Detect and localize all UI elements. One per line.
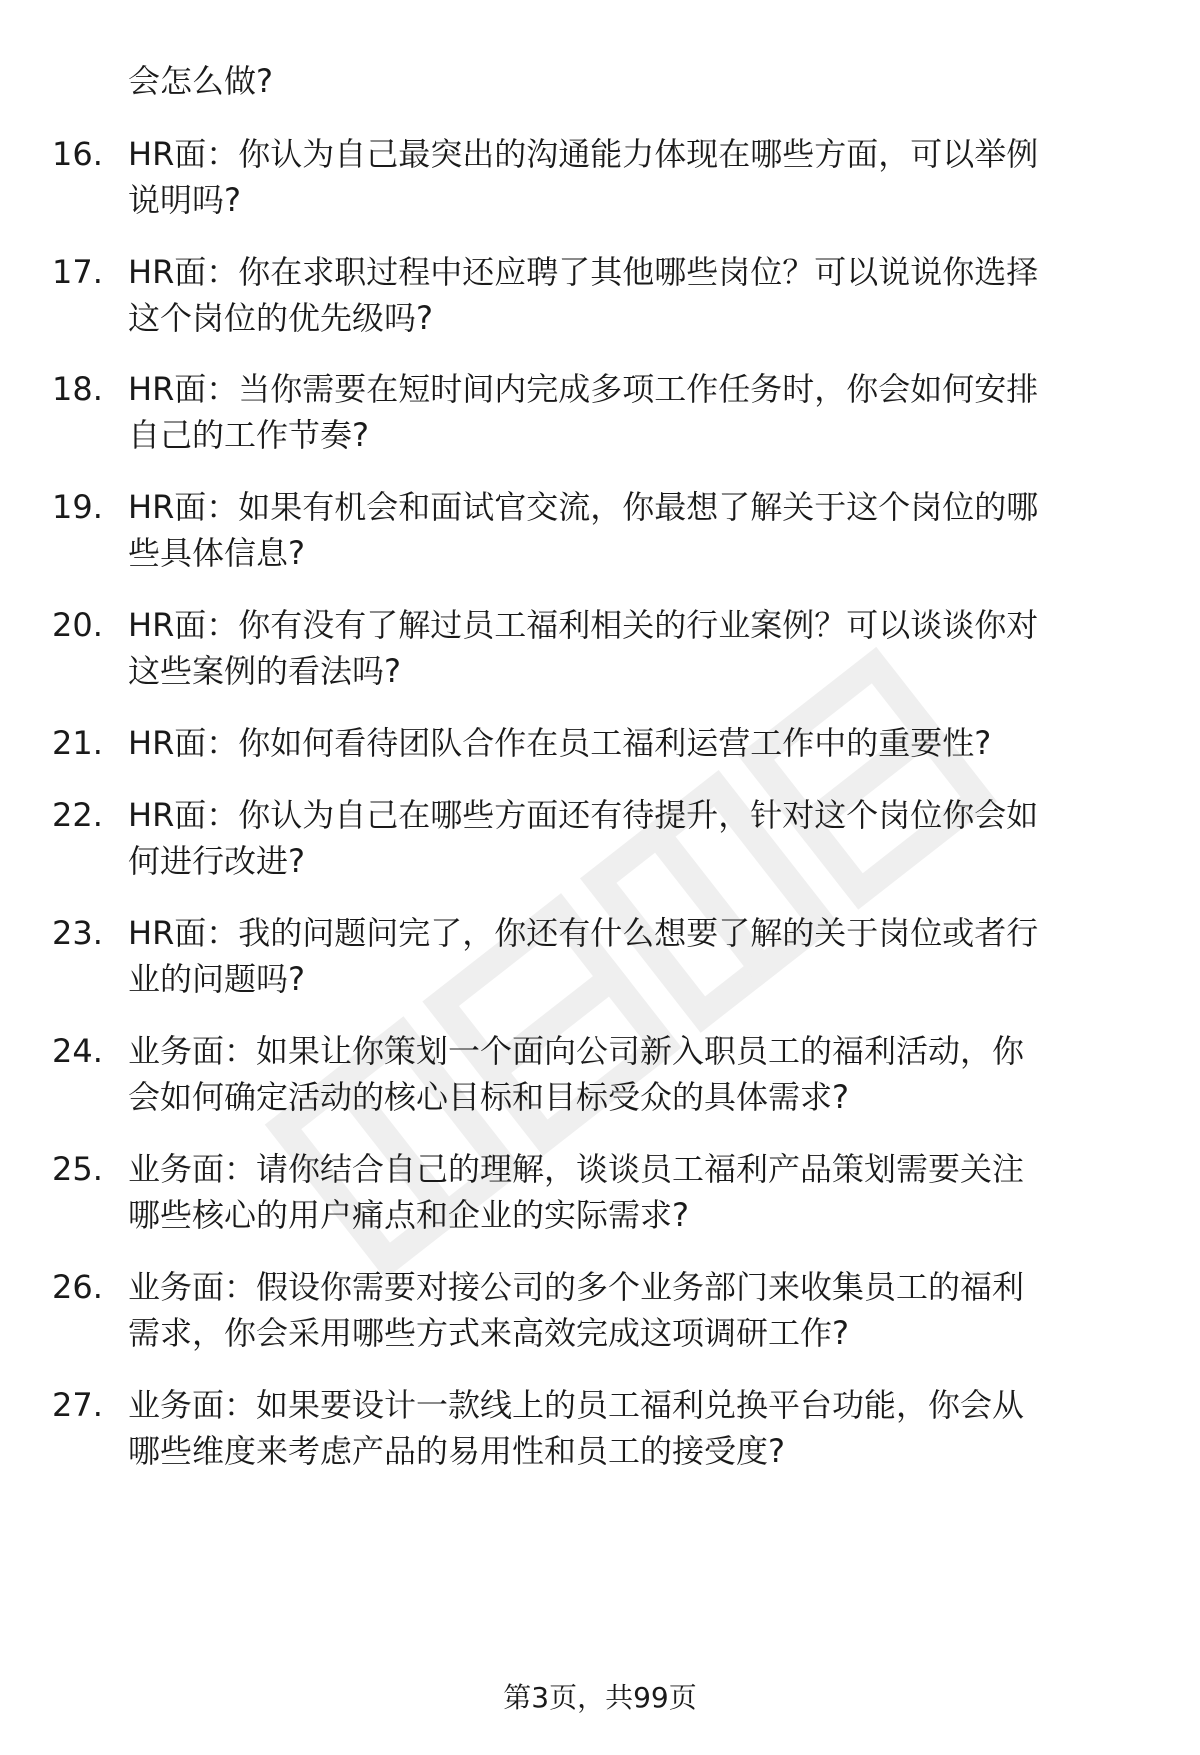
question-number: 23. (52, 914, 103, 952)
question-line: HR面：你有没有了解过员工福利相关的行业案例？可以谈谈你对 (128, 606, 1039, 644)
question-line: 业的问题吗? (128, 960, 305, 998)
question-number: 26. (52, 1268, 103, 1306)
question-number: 22. (52, 796, 103, 834)
question-text (128, 1264, 1158, 1356)
question-line: 说明吗? (128, 181, 241, 219)
page-number-footer: 第3页，共99页 (503, 1681, 697, 1714)
question-line: 需求，你会采用哪些方式来高效完成这项调研工作? (128, 1314, 849, 1352)
question-text (128, 131, 1158, 223)
question-text (128, 484, 1158, 576)
question-number: 21. (52, 724, 103, 762)
question-line: HR面：当你需要在短时间内完成多项工作任务时，你会如何安排 (128, 370, 1039, 408)
continuation-text: 会怎么做? (128, 62, 273, 100)
question-line: 自己的工作节奏? (128, 416, 369, 454)
question-line: 业务面：如果让你策划一个面向公司新入职员工的福利活动，你 (128, 1032, 1025, 1070)
question-line: 业务面：请你结合自己的理解，谈谈员工福利产品策划需要关注 (128, 1150, 1025, 1188)
question-line: HR面：如果有机会和面试官交流，你最想了解关于这个岗位的哪 (128, 488, 1039, 526)
question-line: 业务面：假设你需要对接公司的多个业务部门来收集员工的福利 (128, 1268, 1025, 1306)
question-number: 16. (52, 135, 103, 173)
question-number: 19. (52, 488, 103, 526)
question-line: HR面：你认为自己最突出的沟通能力体现在哪些方面，可以举例 (128, 135, 1039, 173)
question-number: 18. (52, 370, 103, 408)
question-text (128, 1146, 1158, 1238)
question-text (128, 366, 1158, 458)
question-text (128, 249, 1158, 341)
question-number: 24. (52, 1032, 103, 1070)
question-number: 25. (52, 1150, 103, 1188)
question-line: HR面：你在求职过程中还应聘了其他哪些岗位？可以说说你选择 (128, 253, 1039, 291)
question-line: 这个岗位的优先级吗? (128, 299, 433, 337)
question-text (128, 792, 1158, 884)
question-text (128, 1028, 1158, 1120)
question-line: 会如何确定活动的核心目标和目标受众的具体需求? (128, 1078, 849, 1116)
question-number: 27. (52, 1386, 103, 1424)
question-number: 17. (52, 253, 103, 291)
question-line: HR面：你认为自己在哪些方面还有待提升，针对这个岗位你会如 (128, 796, 1039, 834)
question-text (128, 720, 1158, 766)
question-text (128, 1382, 1158, 1474)
question-line: 哪些维度来考虑产品的易用性和员工的接受度? (128, 1432, 785, 1470)
question-line: 业务面：如果要设计一款线上的员工福利兑换平台功能，你会从 (128, 1386, 1025, 1424)
question-line: 这些案例的看法吗? (128, 652, 401, 690)
question-line: HR面：我的问题问完了，你还有什么想要了解的关于岗位或者行 (128, 914, 1039, 952)
question-line: 哪些核心的用户痛点和企业的实际需求? (128, 1196, 689, 1234)
question-line: HR面：你如何看待团队合作在员工福利运营工作中的重要性? (128, 724, 992, 762)
question-number: 20. (52, 606, 103, 644)
question-line: 些具体信息? (128, 534, 305, 572)
question-text (128, 910, 1158, 1002)
question-text (128, 602, 1158, 694)
question-line: 何进行改进? (128, 842, 305, 880)
